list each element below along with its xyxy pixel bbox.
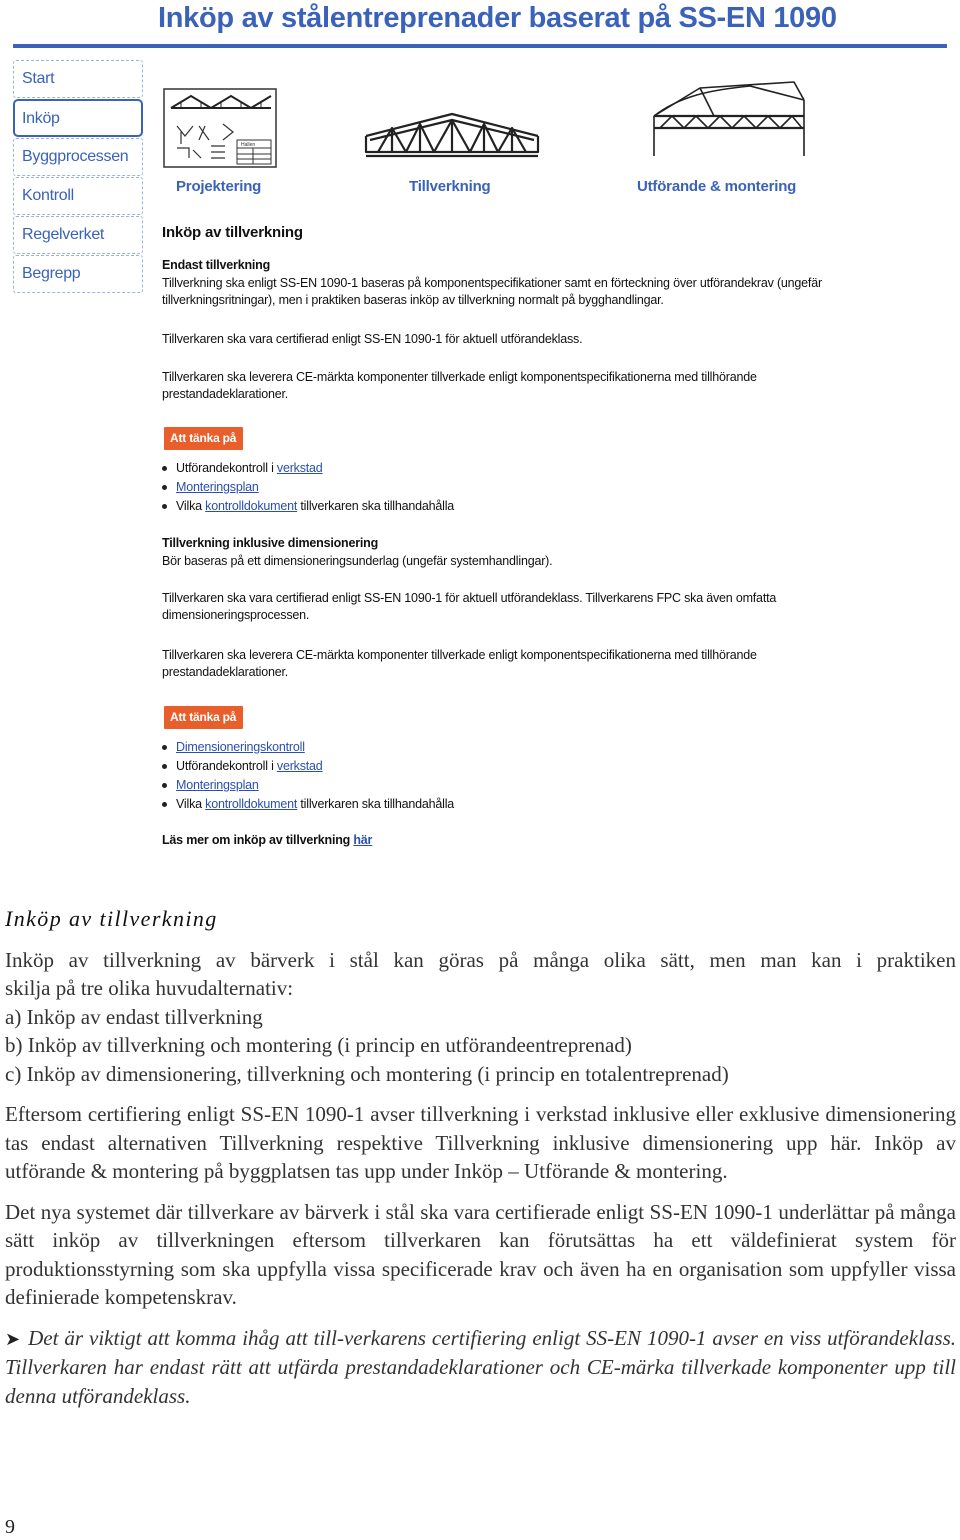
document-body bbox=[5, 905, 956, 1422]
stage-utforande[interactable] bbox=[630, 74, 820, 200]
sidebar-nav bbox=[13, 60, 143, 294]
intro-paragraph bbox=[5, 946, 956, 1089]
important-note bbox=[5, 1324, 956, 1411]
att-tanka-pa-badge-2: Att tänka på bbox=[164, 706, 243, 729]
drawing-sheet-icon bbox=[163, 88, 283, 170]
att-tanka-pa-badge: Att tänka på bbox=[164, 427, 243, 450]
read-more-link[interactable]: här bbox=[353, 833, 373, 847]
certification-paragraph: Eftersom certifiering enligt SS-EN 1090-1 avser tillverkning i verkstad inklusive eller exklusive dimensionering tas endast alternativen Tillverkning respektive Tillverkning inklusive dimensionering upp här. Inköp av utförande & montering på byggplatsen tas upp under Inköp – Utförande & montering. bbox=[5, 1102, 956, 1183]
list-item: Vilka kontrolldokument tillverkaren ska tillhandahålla bbox=[162, 796, 454, 815]
site-title: Inköp av stålentreprenader baserat på SS-EN 1090 bbox=[158, 2, 837, 34]
section2-para1: Bör baseras på ett dimensioneringsunderlag (ungefär systemhandlingar). bbox=[162, 554, 553, 568]
list-item bbox=[162, 479, 454, 498]
sidebar-item-byggprocessen[interactable]: Byggprocessen bbox=[13, 138, 143, 176]
stage-tillverkning-label[interactable]: Tillverkning bbox=[409, 178, 491, 195]
sidebar-item-regelverket[interactable]: Regelverket bbox=[13, 216, 143, 254]
section2-bullets bbox=[162, 739, 454, 815]
list-item bbox=[162, 777, 454, 796]
sidebar-item-begrepp[interactable]: Begrepp bbox=[13, 255, 143, 293]
monteringsplan-link-2[interactable]: Monteringsplan bbox=[176, 778, 259, 792]
section2-para2-line1: Tillverkaren ska vara certifierad enligt SS-EN 1090-1 för aktuell utförandeklass. Tillverkarens FPC ska även omfatta bbox=[162, 591, 777, 605]
stage-projektering-label[interactable]: Projektering bbox=[176, 178, 262, 195]
section-tillverkning-dimensionering-heading: Tillverkning inklusive dimensionering bbox=[162, 536, 379, 550]
section1-para1 bbox=[162, 275, 922, 309]
truss-icon bbox=[362, 108, 542, 164]
section1-para3-line1: Tillverkaren ska leverera CE-märkta komponenter tillverkade enligt komponentspecifikationerna med tillhörande bbox=[162, 370, 757, 384]
section1-bullets bbox=[162, 460, 454, 517]
section2-para3-line2: prestandadeklarationer. bbox=[162, 665, 289, 679]
section1-para3-line2: prestandadeklarationer. bbox=[162, 387, 289, 401]
system-paragraph: Det nya systemet där tillverkare av bärverk i stål ska vara certifierade enligt SS-EN 1090-1 underlättar på många sätt inköp av tillverkningen eftersom tillverkaren kan förutsättas ha ett väldefinierat system för produktionsstyrning som ska uppfylla vissa specificerade krav och även ha en organisation som uppfyller vissa definierade kompetenskrav. bbox=[5, 1199, 956, 1309]
list-item: Vilka kontrolldokument tillverkaren ska tillhandahålla bbox=[162, 498, 454, 517]
intro-line-2: skilja på tre olika huvudalternativ: bbox=[5, 976, 294, 1000]
section1-para1-line2: tillverkningsritningar), men i praktiken baseras inköp av tillverkning normalt på bygghandlingar. bbox=[162, 293, 664, 307]
section2-para3-line1: Tillverkaren ska leverera CE-märkta komponenter tillverkade enligt komponentspecifikationerna med tillhörande bbox=[162, 648, 757, 662]
document-heading: Inköp av tillverkning bbox=[5, 906, 218, 931]
arrow-bullet-icon: ➤ bbox=[5, 1328, 21, 1349]
intro-line-1: Inköp av tillverkning av bärverk i stål kan göras på många olika sätt, men man kan i praktiken bbox=[5, 947, 956, 972]
sidebar-item-inkop[interactable]: Inköp bbox=[13, 99, 143, 137]
sidebar-item-start[interactable]: Start bbox=[13, 60, 143, 98]
sidebar-item-kontroll[interactable]: Kontroll bbox=[13, 177, 143, 215]
stage-tillverkning[interactable] bbox=[360, 100, 550, 200]
monteringsplan-link[interactable]: Monteringsplan bbox=[176, 480, 259, 494]
kontrolldokument-link[interactable]: kontrolldokument bbox=[205, 499, 298, 513]
dimensioneringskontroll-link[interactable]: Dimensioneringskontroll bbox=[176, 740, 305, 754]
alternative-b: b) Inköp av tillverkning och montering (i princip en utförandeentreprenad) bbox=[5, 1033, 632, 1057]
panel-heading: Inköp av tillverkning bbox=[162, 224, 303, 241]
section-endast-tillverkning-heading: Endast tillverkning bbox=[162, 258, 271, 272]
section2-para2 bbox=[162, 590, 922, 624]
page-number: 9 bbox=[5, 1516, 15, 1538]
section2-para3 bbox=[162, 647, 922, 681]
list-item: Utförandekontroll i verkstad bbox=[162, 460, 454, 479]
alternative-a: a) Inköp av endast tillverkning bbox=[5, 1004, 263, 1029]
title-divider bbox=[13, 44, 947, 48]
section1-para3 bbox=[162, 369, 922, 403]
stage-projektering[interactable] bbox=[160, 86, 290, 201]
building-icon bbox=[650, 76, 810, 164]
list-item bbox=[162, 739, 454, 758]
read-more: Läs mer om inköp av tillverkning här bbox=[162, 833, 373, 847]
verkstad-link-2[interactable]: verkstad bbox=[276, 759, 323, 773]
drawing-sheet-label: Hallen bbox=[241, 142, 256, 148]
verkstad-link[interactable]: verkstad bbox=[276, 461, 323, 475]
stage-utforande-label[interactable]: Utförande & montering bbox=[637, 178, 797, 195]
list-item: Utförandekontroll i verkstad bbox=[162, 758, 454, 777]
kontrolldokument-link-2[interactable]: kontrolldokument bbox=[205, 797, 298, 811]
alternative-c: c) Inköp av dimensionering, tillverkning och montering (i princip en totalentreprenad) bbox=[5, 1061, 729, 1086]
section1-para2: Tillverkaren ska vara certifierad enligt SS-EN 1090-1 för aktuell utförandeklass. bbox=[162, 332, 583, 346]
important-note-text: Det är viktigt att komma ihåg att till-verkarens certifiering enligt SS-EN 1090-1 avser en viss utförandeklass. Tillverkaren har endast rätt att utfärda prestandadeklarationer och CE-märka tillverkade komponenter upp till denna utförandeklass. bbox=[5, 1325, 956, 1408]
section2-para2-line2: dimensioneringsprocessen. bbox=[162, 608, 310, 622]
section1-para1-line1: Tillverkning ska enligt SS-EN 1090-1 baseras på komponentspecifikationer samt en förteckning över utförandekrav (ungefär bbox=[162, 276, 822, 290]
